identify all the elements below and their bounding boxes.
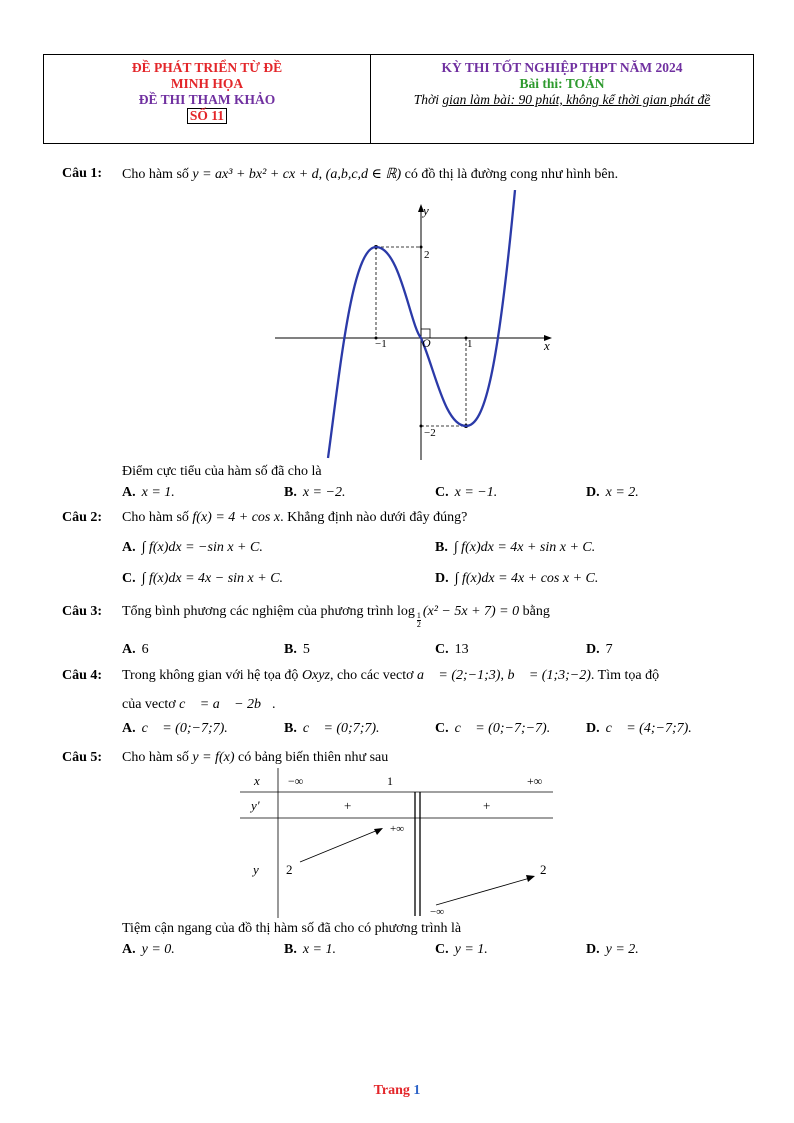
table-sign-2: + <box>483 798 491 813</box>
tick-label-m2: −2 <box>424 427 436 439</box>
q2-stem: Cho hàm số f(x) = 4 + cos x. Khẳng định nào dưới đây đúng? <box>122 510 468 525</box>
table-y-right: 2 <box>540 862 547 877</box>
footer-page-number: 1 <box>413 1083 421 1098</box>
q4-vector-a: a⃗ = (2;−1;3) <box>417 668 501 683</box>
q4-stem-line2: của vectơ c⃗ = a⃗ − 2b⃗. <box>122 697 276 712</box>
exam-header <box>43 54 754 144</box>
q4-option-a[interactable]: A. c⃗ = (0;−7;7). <box>122 721 228 736</box>
origin-label: O <box>422 336 431 350</box>
q1-label: Câu 1: <box>62 166 103 181</box>
tick-label-1: 1 <box>467 338 473 350</box>
header-right-line1: KỲ THI TỐT NGHIỆP THPT NĂM 2024 <box>441 60 683 75</box>
q4-label: Câu 4: <box>62 668 103 683</box>
header-right <box>371 55 753 143</box>
tick-m2-point <box>420 425 423 428</box>
q4-option-b[interactable]: B. c⃗ = (0;7;7). <box>284 721 380 736</box>
table-y-left: 2 <box>286 862 293 877</box>
q1-option-a[interactable]: A. x = 1. <box>122 485 175 500</box>
q1-formula: y = ax³ + bx² + cx + d <box>192 167 319 182</box>
table-y-top: +∞ <box>390 823 405 835</box>
q1-text-a: Cho hàm số <box>122 167 193 182</box>
table-arrow-up-1 <box>300 830 378 862</box>
q3-option-c[interactable]: C. 13 <box>435 642 469 657</box>
q2-option-d[interactable]: D. ∫ f(x)dx = 4x + cos x + C. <box>435 571 599 586</box>
q3-log: log <box>396 604 415 619</box>
table-x-label: x <box>254 773 260 788</box>
table-arrow-up-2 <box>436 878 530 905</box>
table-x-plus-inf: +∞ <box>527 774 543 788</box>
subject-name: TOÁN <box>565 76 605 91</box>
q5-label: Câu 5: <box>62 750 103 765</box>
q2-option-b[interactable]: B. ∫ f(x)dx = 4x + sin x + C. <box>435 540 596 555</box>
q5-option-a[interactable]: A. y = 0. <box>122 942 175 957</box>
tick-label-m1: −1 <box>375 338 387 350</box>
q5-variation-table <box>240 768 555 920</box>
q3-option-a[interactable]: A. 6 <box>122 642 149 657</box>
table-yprime-label: y' <box>251 798 260 813</box>
subject-prefix: Bài thi: <box>519 76 566 91</box>
q3-stem: Tổng bình phương các nghiệm của phương trình log $\frac{1}{2}$ (x² − 5x + 7) = 0 bằng <box>122 604 550 629</box>
q4-option-c[interactable]: C. c⃗ = (0;−7;−7). <box>435 721 551 736</box>
q4-vector-b: b⃗ = (1;3;−2) <box>507 668 591 683</box>
tick-label-2: 2 <box>424 249 430 261</box>
q5-stem: Cho hàm số y = f(x) có bảng biến thiên như sau <box>122 750 389 765</box>
q1-cubic-graph <box>260 190 570 465</box>
table-y-bottom: −∞ <box>430 906 445 918</box>
q4-stem: Trong không gian với hệ tọa độ Oxyz, cho các vectơ a⃗ = (2;−1;3), b⃗ = (1;3;−2). Tìm tọa độ <box>122 668 660 683</box>
exam-number-badge: SỐ 11 <box>187 108 227 124</box>
q5-prompt: Tiệm cận ngang của đồ thị hàm số đã cho có phương trình là <box>122 921 462 936</box>
q5-option-b[interactable]: B. x = 1. <box>284 942 337 957</box>
time-text-b: gian làm bài: 90 phút, không kể thời gian phát <box>442 92 698 107</box>
table-x-one: 1 <box>387 774 393 788</box>
tick-2-point <box>420 246 423 249</box>
header-right-line3 <box>371 92 753 108</box>
q2-label: Câu 2: <box>62 510 103 525</box>
table-x-minus-inf: −∞ <box>288 774 304 788</box>
header-left <box>44 55 371 143</box>
header-left-line3: ĐỀ THI THAM KHẢO <box>138 92 276 107</box>
q1-option-b[interactable]: B. x = −2. <box>284 485 346 500</box>
q2-formula: f(x) = 4 + cos x <box>192 510 281 525</box>
q1-option-c[interactable]: C. x = −1. <box>435 485 498 500</box>
q3-option-b[interactable]: B. 5 <box>284 642 310 657</box>
arrow-head-icon <box>526 875 535 882</box>
q3-label: Câu 3: <box>62 604 103 619</box>
q1-text-b: , <box>318 167 326 182</box>
footer-word: Trang <box>373 1083 410 1098</box>
q5-option-c[interactable]: C. y = 1. <box>435 942 488 957</box>
q3-option-d[interactable]: D. 7 <box>586 642 613 657</box>
header-left-line2: MINH HỌA <box>170 76 244 91</box>
q1-stem <box>122 166 618 183</box>
q1-prompt: Điểm cực tiểu của hàm số đã cho là <box>122 464 322 479</box>
table-y-label: y <box>253 862 259 877</box>
q4-vector-c: c⃗ = a⃗ − 2b⃗ <box>179 697 272 712</box>
q4-option-d[interactable]: D. c⃗ = (4;−7;7). <box>586 721 692 736</box>
y-axis-label: y <box>423 203 429 218</box>
q3-formula: (x² − 5x + 7) = 0 <box>422 604 520 619</box>
table-sign-1: + <box>344 798 352 813</box>
header-right-line2 <box>371 76 753 92</box>
q5-option-d[interactable]: D. y = 2. <box>586 942 639 957</box>
q1-text-c: có đồ thị là đường cong như hình bên. <box>401 167 619 182</box>
x-axis-label: x <box>544 338 550 353</box>
q2-option-c[interactable]: C. ∫ f(x)dx = 4x − sin x + C. <box>122 571 284 586</box>
q5-formula: y = f(x) <box>192 750 235 765</box>
time-text-a: Thời <box>413 92 443 107</box>
arrow-head-icon <box>374 828 383 835</box>
q1-option-d[interactable]: D. x = 2. <box>586 485 639 500</box>
header-left-line1: ĐỀ PHÁT TRIỂN TỪ ĐỀ <box>131 60 283 75</box>
time-text-c: đề <box>697 92 711 107</box>
q2-option-a[interactable]: A. ∫ f(x)dx = −sin x + C. <box>122 540 263 555</box>
page-footer <box>0 1083 794 1099</box>
q1-param: (a,b,c,d ∈ ℝ) <box>325 167 402 182</box>
q3-log-base: $\frac{1}{2}$ <box>416 611 421 629</box>
